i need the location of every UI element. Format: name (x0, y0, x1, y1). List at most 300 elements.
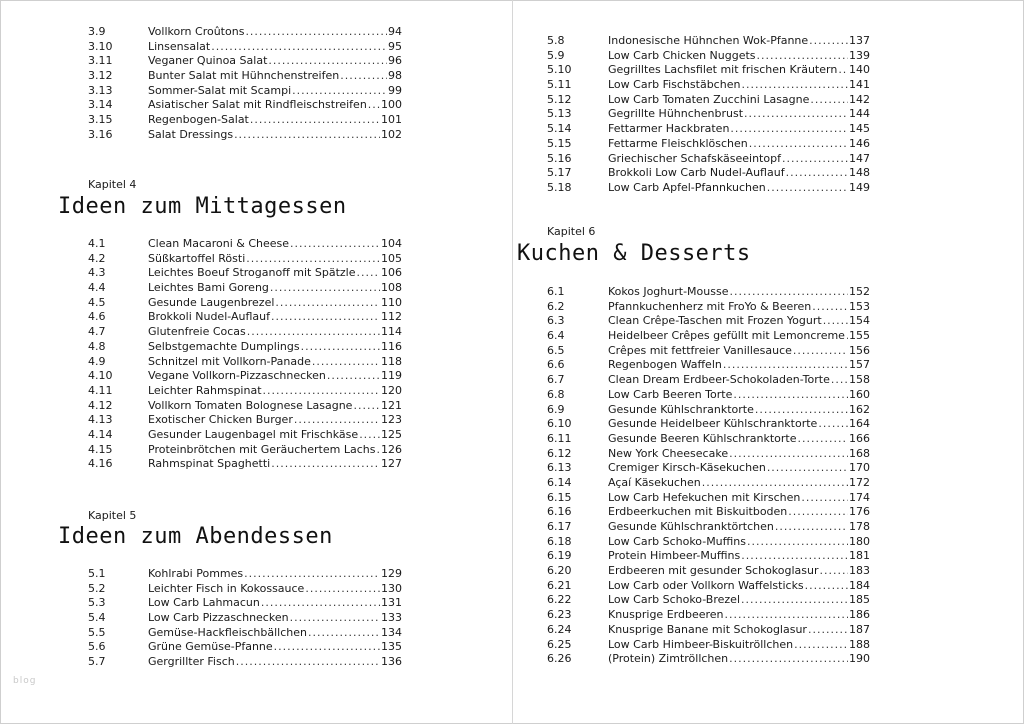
toc-dot-leader (846, 329, 848, 344)
toc-dot-leader (268, 54, 387, 69)
chapter5-heading: Ideen zum Abendessen (58, 524, 333, 549)
toc-entry-number: 4.6 (88, 310, 106, 324)
toc-entry (547, 300, 870, 315)
toc-entry-page: 118 (381, 354, 402, 368)
toc-entry-number: 6.1 (547, 285, 565, 298)
toc-entry-number: 5.15 (547, 136, 572, 150)
toc-entry-page: 100 (381, 98, 402, 112)
toc-entry-number: 5.10 (547, 63, 572, 77)
toc-entry-page: 157 (849, 358, 870, 372)
toc-entry-number: 3.15 (88, 113, 113, 127)
toc-dot-leader (246, 252, 380, 267)
toc-entry (547, 623, 870, 638)
toc-dot-leader (812, 300, 848, 315)
toc-entry-number: 5.9 (547, 48, 565, 62)
toc-entry-title: Low Carb Schoko-Muffins (608, 534, 746, 548)
toc-entry (88, 266, 402, 281)
toc-entry-page: 142 (849, 92, 870, 106)
toc-dot-leader (301, 340, 380, 355)
toc-entry-title: Erdbeeren mit gesunder Schokoglasur (608, 564, 819, 578)
toc-entry (547, 535, 870, 550)
toc-entry-title: Low Carb Apfel-Pfannkuchen (608, 180, 766, 194)
toc-entry-page: 121 (381, 398, 402, 412)
toc-entry-page: 153 (849, 299, 870, 313)
toc-dot-leader (767, 461, 848, 476)
toc-entry-number: 6.14 (547, 475, 572, 489)
toc-entry-page: 116 (381, 339, 402, 353)
toc-dot-leader (741, 549, 848, 564)
toc-dot-leader (211, 40, 387, 55)
toc-entry-page: 144 (849, 107, 870, 121)
toc-entry-title: Clean Crêpe-Taschen mit Frozen Yogurt (608, 314, 822, 328)
toc-entry-title: Gesunder Laugenbagel mit Frischkäse (148, 427, 359, 441)
toc-dot-leader (305, 582, 380, 597)
toc-entry-page: 146 (849, 136, 870, 150)
toc-list-chapter5 (88, 567, 402, 670)
toc-entry-title: Clean Macaroni & Cheese (148, 237, 290, 250)
toc-dot-leader (327, 369, 380, 384)
toc-entry-page: 149 (849, 180, 870, 194)
toc-dot-leader (793, 344, 848, 359)
toc-entry-title: Exotischer Chicken Burger (148, 413, 293, 427)
toc-entry-number: 5.12 (547, 92, 572, 106)
toc-entry-page: 127 (381, 457, 402, 471)
toc-entry-number: 6.22 (547, 593, 572, 607)
toc-entry-title: Süßkartoffel Rösti (148, 251, 246, 265)
toc-dot-leader (271, 457, 380, 472)
toc-entry-number: 5.2 (88, 581, 106, 595)
toc-entry (547, 373, 870, 388)
toc-entry-title: Gesunde Heidelbeer Kühlschranktorte (608, 417, 818, 431)
toc-entry-number: 5.16 (547, 151, 572, 165)
toc-entry-page: 162 (849, 402, 870, 416)
toc-entry-number: 5.11 (547, 78, 572, 92)
toc-entry (88, 640, 402, 655)
toc-entry-page: 133 (381, 611, 402, 625)
toc-entry-title: Erdbeerkuchen mit Biskuitboden (608, 505, 788, 519)
toc-entry (88, 384, 402, 399)
toc-entry-page: 112 (381, 310, 402, 324)
toc-entry-number: 5.18 (547, 180, 572, 194)
toc-entry (547, 520, 870, 535)
toc-entry-title: Gesunde Kühlschranktorte (608, 402, 754, 416)
toc-entry-number: 6.23 (547, 608, 572, 622)
toc-entry-number: 6.18 (547, 534, 572, 548)
toc-entry-number: 5.6 (88, 640, 106, 654)
toc-dot-leader (741, 78, 848, 93)
toc-entry-page: 106 (381, 266, 402, 280)
chapter4-label: Kapitel 4 (88, 178, 137, 191)
toc-entry-number: 4.7 (88, 325, 106, 339)
toc-entry (547, 388, 870, 403)
toc-entry-title: Gemüse-Hackfleischbällchen (148, 625, 307, 639)
toc-entry-title: Sommer-Salat mit Scampi (148, 83, 292, 97)
toc-entry-title: Proteinbrötchen mit Geräuchertem Lachs (148, 442, 376, 456)
toc-entry-number: 3.16 (88, 127, 113, 141)
toc-entry (88, 310, 402, 325)
toc-dot-leader (353, 399, 380, 414)
toc-dot-leader (831, 373, 848, 388)
toc-entry-number: 6.6 (547, 358, 565, 372)
toc-entry-title: Low Carb Himbeer-Biskuitröllchen (608, 637, 794, 651)
toc-entry-page: 102 (381, 127, 402, 141)
toc-entry (547, 285, 870, 300)
toc-entry-number: 6.15 (547, 490, 572, 504)
toc-entry-page: 176 (849, 505, 870, 519)
toc-entry-title: Salat Dressings (148, 127, 234, 141)
toc-entry-number: 3.14 (88, 98, 113, 112)
toc-entry-number: 4.12 (88, 398, 113, 412)
toc-entry-number: 5.7 (88, 655, 106, 669)
toc-entry-page: 188 (849, 637, 870, 651)
toc-entry-title: Vollkorn Croûtons (148, 25, 245, 38)
toc-dot-leader (794, 638, 848, 653)
toc-entry (547, 638, 870, 653)
toc-entry (88, 340, 402, 355)
toc-entry-page: 158 (849, 373, 870, 387)
toc-entry (88, 355, 402, 370)
toc-entry-number: 5.8 (547, 34, 565, 47)
toc-entry-title: New York Cheesecake (608, 446, 729, 460)
toc-entry-number: 6.5 (547, 343, 565, 357)
toc-entry-title: Schnitzel mit Vollkorn-Panade (148, 354, 311, 368)
page-gutter (512, 0, 513, 724)
toc-list-chapter5-continued (547, 34, 870, 196)
toc-entry-number: 6.25 (547, 637, 572, 651)
toc-list-chapter6 (547, 285, 870, 667)
toc-entry-title: Gesunde Kühlschranktörtchen (608, 520, 774, 533)
toc-dot-leader (261, 596, 380, 611)
toc-entry-page: 148 (849, 166, 870, 180)
toc-entry-title: Low Carb Hefekuchen mit Kirschen (608, 490, 801, 504)
toc-entry-number: 6.7 (547, 373, 565, 387)
toc-entry-number: 5.3 (88, 596, 106, 610)
toc-entry-number: 5.5 (88, 625, 106, 639)
toc-entry-title: Crêpes mit fettfreier Vanillesauce (608, 343, 792, 357)
toc-entry-title: Low Carb Tomaten Zucchini Lasagne (608, 92, 810, 106)
toc-dot-leader (733, 388, 848, 403)
toc-entry-page: 99 (388, 83, 402, 97)
toc-entry-page: 105 (381, 251, 402, 265)
toc-dot-leader (359, 428, 380, 443)
toc-dot-leader (818, 417, 848, 432)
toc-entry (88, 281, 402, 296)
toc-dot-leader (755, 403, 848, 418)
toc-entry (547, 122, 870, 137)
toc-entry-title: Bunter Salat mit Hühnchenstreifen (148, 69, 340, 83)
toc-entry-number: 4.16 (88, 457, 113, 471)
watermark: blog (13, 676, 37, 686)
toc-entry-page: 131 (381, 596, 402, 610)
toc-entry-title: Veganer Quinoa Salat (148, 54, 268, 68)
toc-entry (547, 417, 870, 432)
toc-entry-title: Rahmspinat Spaghetti (148, 457, 271, 471)
toc-dot-leader (244, 567, 380, 582)
toc-dot-leader (730, 122, 848, 137)
toc-entry-title: Regenbogen-Salat (148, 113, 249, 127)
toc-dot-leader (368, 98, 380, 113)
toc-entry-title: Grüne Gemüse-Pfanne (148, 640, 273, 654)
toc-entry-number: 6.11 (547, 431, 572, 445)
toc-entry-page: 154 (849, 314, 870, 328)
toc-entry-page: 164 (849, 417, 870, 431)
toc-list-chapter3 (88, 25, 402, 143)
toc-entry-title: Gegrillte Hühnchenbrust (608, 107, 744, 121)
toc-entry (88, 582, 402, 597)
toc-entry-title: Selbstgemachte Dumplings (148, 339, 300, 353)
toc-entry-title: Açaí Käsekuchen (608, 475, 701, 489)
toc-entry-title: Low Carb Fischstäbchen (608, 78, 741, 92)
toc-entry-number: 4.4 (88, 281, 106, 295)
toc-entry-page: 183 (849, 564, 870, 578)
toc-entry (547, 314, 870, 329)
toc-dot-leader (809, 34, 848, 49)
toc-entry (547, 137, 870, 152)
toc-entry (547, 63, 870, 78)
toc-entry-number: 4.5 (88, 295, 106, 309)
toc-dot-leader (263, 384, 380, 399)
toc-entry-page: 134 (381, 625, 402, 639)
toc-entry-title: Brokkoli Nudel-Auflauf (148, 310, 270, 324)
toc-dot-leader (245, 25, 387, 40)
toc-entry-title: Kokos Joghurt-Mousse (608, 285, 729, 298)
toc-entry (88, 626, 402, 641)
toc-entry-number: 6.10 (547, 417, 572, 431)
toc-entry (547, 476, 870, 491)
toc-entry (88, 655, 402, 670)
toc-entry-title: Gesunde Laugenbrezel (148, 295, 275, 309)
toc-entry-title: Fettarme Fleischklöschen (608, 136, 748, 150)
toc-entry-page: 101 (381, 113, 402, 127)
toc-entry (547, 358, 870, 373)
toc-entry-title: Indonesische Hühnchen Wok-Pfanne (608, 34, 809, 47)
toc-dot-leader (797, 432, 848, 447)
toc-entry (547, 344, 870, 359)
toc-entry-number: 4.11 (88, 383, 113, 397)
toc-entry (547, 564, 870, 579)
toc-dot-leader (823, 314, 848, 329)
toc-entry-number: 6.2 (547, 299, 565, 313)
chapter6-heading: Kuchen & Desserts (517, 241, 751, 266)
toc-entry (88, 296, 402, 311)
toc-entry (547, 34, 870, 49)
toc-dot-leader (270, 281, 380, 296)
toc-entry-page: 141 (849, 78, 870, 92)
toc-entry-number: 5.1 (88, 567, 106, 580)
toc-entry-title: Gergrillter Fisch (148, 655, 235, 669)
toc-entry-page: 135 (381, 640, 402, 654)
toc-entry (88, 69, 402, 84)
toc-entry-page: 155 (849, 329, 870, 343)
toc-entry-page: 180 (849, 534, 870, 548)
toc-dot-leader (741, 593, 848, 608)
toc-entry-title: Kohlrabi Pommes (148, 567, 244, 580)
toc-entry-title: Protein Himbeer-Muffins (608, 549, 741, 563)
toc-entry (547, 447, 870, 462)
toc-entry-number: 6.16 (547, 505, 572, 519)
toc-entry-page: 147 (849, 151, 870, 165)
toc-dot-leader (757, 49, 848, 64)
toc-entry-title: Leichtes Boeuf Stroganoff mit Spätzle (148, 266, 356, 280)
toc-dot-leader (801, 491, 848, 506)
toc-entry-number: 6.17 (547, 520, 572, 533)
toc-entry-page: 137 (849, 34, 870, 47)
toc-dot-leader (292, 84, 387, 99)
toc-entry-number: 4.3 (88, 266, 106, 280)
toc-entry (547, 505, 870, 520)
toc-dot-leader (744, 107, 848, 122)
toc-dot-leader (236, 655, 380, 670)
toc-entry (547, 491, 870, 506)
toc-entry (88, 25, 402, 40)
toc-entry (547, 49, 870, 64)
toc-dot-leader (234, 128, 380, 143)
toc-entry (547, 608, 870, 623)
toc-entry-page: 181 (849, 549, 870, 563)
toc-entry-page: 140 (849, 63, 870, 77)
toc-entry-title: Low Carb Beeren Torte (608, 387, 733, 401)
toc-dot-leader (838, 63, 848, 78)
toc-dot-leader (294, 413, 380, 428)
toc-dot-leader (290, 237, 380, 252)
toc-entry-number: 4.13 (88, 413, 113, 427)
toc-entry-page: 166 (849, 431, 870, 445)
toc-entry (88, 237, 402, 252)
toc-entry (88, 40, 402, 55)
toc-dot-leader (767, 181, 848, 196)
toc-entry-page: 114 (381, 325, 402, 339)
toc-entry-page: 108 (381, 281, 402, 295)
toc-entry-page: 152 (849, 285, 870, 298)
toc-entry-title: Vollkorn Tomaten Bolognese Lasagne (148, 398, 353, 412)
toc-entry-title: Low Carb Chicken Nuggets (608, 48, 756, 62)
toc-entry-number: 5.17 (547, 166, 572, 180)
toc-dot-leader (275, 296, 380, 311)
toc-entry-title: Brokkoli Low Carb Nudel-Auflauf (608, 166, 785, 180)
toc-entry-title: Fettarmer Hackbraten (608, 122, 730, 136)
toc-entry-number: 4.14 (88, 427, 113, 441)
chapter4-heading: Ideen zum Mittagessen (58, 194, 347, 219)
toc-entry-page: 104 (381, 237, 402, 250)
toc-entry (547, 579, 870, 594)
toc-entry-number: 6.19 (547, 549, 572, 563)
toc-entry (88, 325, 402, 340)
toc-dot-leader (247, 325, 380, 340)
toc-entry (88, 457, 402, 472)
toc-entry-title: Knusprige Erdbeeren (608, 608, 724, 622)
toc-entry-number: 6.9 (547, 402, 565, 416)
toc-entry (88, 413, 402, 428)
toc-entry-number: 3.13 (88, 83, 113, 97)
toc-dot-leader (702, 476, 848, 491)
toc-entry-number: 6.12 (547, 446, 572, 460)
chapter5-label: Kapitel 5 (88, 509, 137, 522)
toc-dot-leader (775, 520, 848, 535)
toc-dot-leader (723, 358, 848, 373)
toc-dot-leader (729, 652, 848, 667)
toc-entry-number: 4.15 (88, 442, 113, 456)
toc-entry (88, 54, 402, 69)
toc-entry-page: 145 (849, 122, 870, 136)
toc-entry-page: 110 (381, 295, 402, 309)
toc-entry (88, 128, 402, 143)
toc-dot-leader (250, 113, 380, 128)
toc-entry (547, 549, 870, 564)
toc-dot-leader (729, 285, 848, 300)
toc-entry (547, 652, 870, 667)
toc-dot-leader (356, 266, 380, 281)
toc-dot-leader (782, 152, 848, 167)
toc-dot-leader (747, 535, 848, 550)
toc-entry (88, 113, 402, 128)
toc-entry-page: 96 (388, 54, 402, 68)
toc-entry-number: 6.20 (547, 564, 572, 578)
toc-entry-title: Leichter Fisch in Kokossauce (148, 581, 305, 595)
toc-entry-page: 185 (849, 593, 870, 607)
toc-entry-title: Gegrilltes Lachsfilet mit frischen Kräutern (608, 63, 838, 77)
toc-entry-title: Vegane Vollkorn-Pizzaschnecken (148, 369, 326, 383)
toc-dot-leader (808, 623, 848, 638)
toc-dot-leader (729, 447, 848, 462)
toc-entry (547, 78, 870, 93)
toc-entry-page: 168 (849, 446, 870, 460)
toc-entry-title: Leichter Rahmspinat (148, 383, 262, 397)
toc-entry-number: 3.12 (88, 69, 113, 83)
toc-entry (547, 593, 870, 608)
toc-entry (88, 84, 402, 99)
toc-dot-leader (788, 505, 848, 520)
toc-entry (547, 403, 870, 418)
toc-dot-leader (376, 443, 380, 458)
toc-entry-number: 5.4 (88, 611, 106, 625)
toc-entry-title: Low Carb Lahmacun (148, 596, 260, 610)
toc-entry-page: 119 (381, 369, 402, 383)
toc-entry-number: 5.13 (547, 107, 572, 121)
toc-dot-leader (725, 608, 849, 623)
toc-dot-leader (274, 640, 380, 655)
toc-entry (547, 107, 870, 122)
toc-entry-page: 120 (381, 383, 402, 397)
toc-entry-title: Linsensalat (148, 39, 211, 53)
toc-entry-title: Low Carb oder Vollkorn Waffelsticks (608, 578, 804, 592)
toc-entry-number: 6.3 (547, 314, 565, 328)
toc-entry-page: 136 (381, 655, 402, 669)
toc-entry (88, 399, 402, 414)
toc-entry-page: 139 (849, 48, 870, 62)
toc-entry-page: 98 (388, 69, 402, 83)
toc-entry-page: 187 (849, 622, 870, 636)
toc-list-chapter4 (88, 237, 402, 472)
toc-dot-leader (786, 166, 848, 181)
toc-dot-leader (290, 611, 380, 626)
toc-entry-title: Pfannkuchenherz mit FroYo & Beeren (608, 299, 812, 313)
toc-entry-number: 3.10 (88, 39, 113, 53)
toc-entry-number: 6.21 (547, 578, 572, 592)
toc-entry-page: 123 (381, 413, 402, 427)
toc-entry-title: (Protein) Zimtröllchen (608, 652, 729, 666)
toc-entry-number: 4.1 (88, 237, 106, 250)
toc-entry (88, 443, 402, 458)
toc-entry (88, 611, 402, 626)
toc-entry-page: 174 (849, 490, 870, 504)
toc-dot-leader (308, 626, 380, 641)
toc-entry-title: Low Carb Schoko-Brezel (608, 593, 740, 607)
toc-entry-title: Glutenfreie Cocas (148, 325, 246, 339)
toc-entry-title: Regenbogen Waffeln (608, 358, 722, 372)
toc-entry-page: 190 (849, 652, 870, 666)
toc-dot-leader (749, 137, 848, 152)
toc-entry-page: 125 (381, 427, 402, 441)
